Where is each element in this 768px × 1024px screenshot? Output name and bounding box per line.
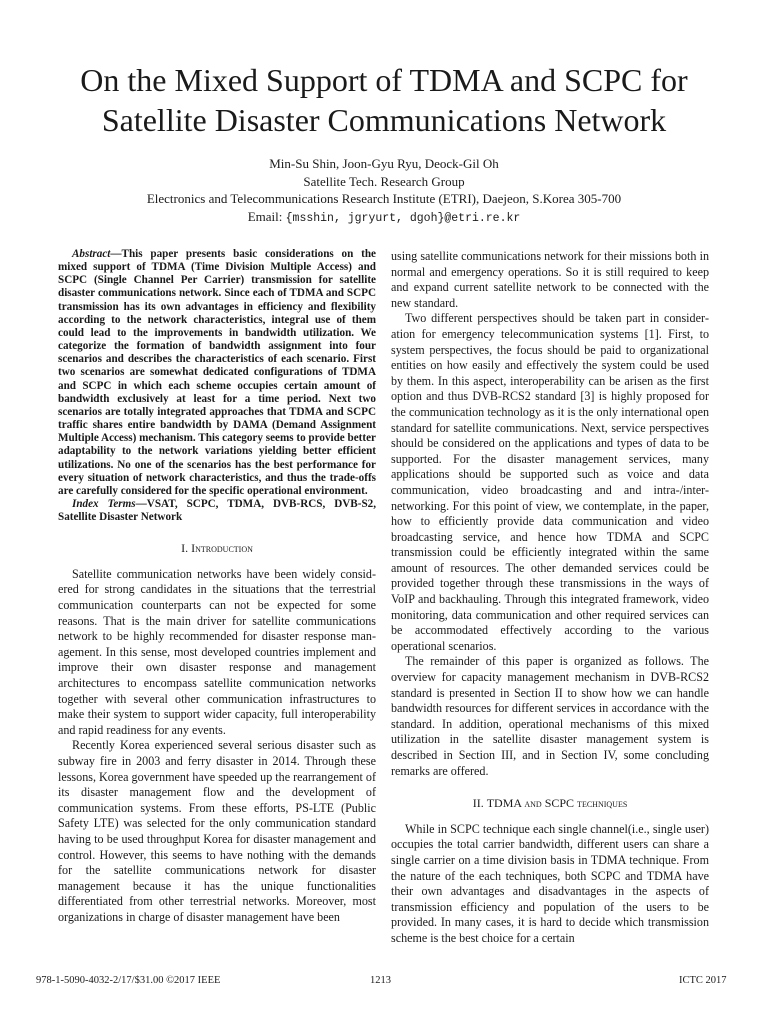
intro-paragraph-1: Satellite communication networks have been widely considered for strong candidates in the situations that the terrestrial communication counterparts can not be expected for some reasons. That is the main driver for satellite communications network to be highly recommended for disaster response management. In this sense, most developed countries implement and improve their own disaster response and management architectures to encompass satellite communication networks together with several other communication infrastructures to make their system to support wider capacity, full interoperability and rapid readiness for any events. — [58, 566, 376, 737]
section-1-heading — [58, 541, 376, 557]
footer-copyright: 978-1-5090-4032-2/17/$31.00 ©2017 IEEE — [36, 975, 221, 986]
footer-conference: ICTC 2017 — [679, 975, 727, 986]
section-2-number: II. — [472, 796, 487, 811]
section-2-paragraph-1: While in SCPC technique each single channel(i.e., single user) occupies the total carrier bandwidth, different users can share a single carrier on a time division basis in TDMA technique. From the nature of the each techniques, both SCPC and TDMA have their own advantages and disadvantages in the aspects of transmission efficiency and population of the users to be provided. In many cases, it is hard to decide which transmission scheme is the best choice for a certain — [391, 821, 709, 945]
author-email — [40, 208, 728, 228]
abstract-text: —This paper presents basic considerations on the mixed support of TDMA (Time Division Multiple Access) and SCPC (Single Channel Per Carrier) transmission for satellite disaster communications network. Since each of TDMA and SCPC transmission has its own advantages in efficiency and flexibility according to the network characteristics, integral use of them could lead to the improvements in bandwidth utilization. We categorize the formation of bandwidth assignment into four scenarios and describes the characteristics of each scenario. First two scenarios are somewhat dedicated configurations of TDMA and SCPC in which each scheme occupies certain amount of bandwidth exclusively at least for a time period. Next two scenarios are totally integrated approaches that TDMA and SCPC traffic shares entire bandwidth by DAMA (Demand Assignment Multiple Access) mechanism. This category seems to provide better adaptability to the network variations yielding better efficient utilizations. No one of the scenarios has the best performance for every situation of network characteristics, and thus the trade-offs are carefully considered for the specific operational environment. — [58, 248, 376, 497]
section-1-number: I. — [181, 541, 192, 556]
intro-paragraph-3: Two different perspectives should be taken part in consideration for emergency telecommunication systems [1]. First, to system perspectives, the focus should be paid to organizational entities on how easily and effectively the system could be used by them. In this aspect, interoperability can be arisen as the first option and thus DVB-RCS2 standard [3] is highly proposed for the communication technology as it is the only international open standard for satellite communications. Next, service perspectives should be considered on the applications and types of data to be supported. For the disaster management services, many applications should be supported such as voice and data communication, video broadcasting and and intra-/inter-networking. For this point of view, we contemplate, in the paper, how to efficiently provide data communication and video broadcasting service, and hence how TDMA and SCPC transmission could be efficiently integrated within the same amount of resources. The other demanded services could be provided together through these transmissions in the ways of VoIP and backhauling. Through this integrated framework, video monitoring, data communication and other required services can be accommodated effectively according to the various operational scenarios. — [391, 311, 709, 653]
author-block — [40, 155, 728, 227]
section-2-title: TDMA and SCPC techniques — [486, 796, 628, 811]
index-terms-text: —VSAT, SCPC, TDMA, DVB-RCS, DVB-S2, Satellite Disaster Network — [58, 497, 377, 524]
abstract-lead: Abstract — [72, 248, 111, 260]
intro-paragraph-4: The remainder of this paper is organized as follows. The overview for capacity management mechanism in DVB-RCS2 standard is presented in Section II to show how we can handle bandwidth resources for different services in accordance with the standard. In addition, operational mechanisms of this mixed utilization in the satellite disaster management system is described in Section III, and in Section IV, some concluding remarks are offered. — [391, 654, 709, 778]
abstract — [58, 248, 376, 498]
section-1-title: Introduction — [191, 541, 253, 556]
author-names: Min-Su Shin, Joon-Gyu Ryu, Deock-Gil Oh — [269, 156, 499, 171]
section-2-heading — [391, 796, 709, 812]
author-institute: Electronics and Telecommunications Research Institute (ETRI), Daejeon, S.Korea 305-700 — [146, 191, 622, 206]
email-address: {msshin, jgryurt, dgoh}@etri.re.kr — [285, 211, 521, 225]
footer-page-number: 1213 — [370, 975, 391, 986]
intro-paragraph-2: Recently Korea experienced several serious disaster such as subway fire in 2003 and ferry disaster in 2014. Through these lessons, Korea government have speeded up the rearrangement of its disaster management flow and the development of communication systems. From these efforts, PS-LTE (Public Safety LTE) was selected for the only communication standard having to be used throughput Korea for disaster management and control. However, this seems to have nothing with the demands for the satellite communications network for disaster management because it has the unique functionalities differentiated from other terrestrial networks. Moreover, most organizations in charge of disaster management have been — [58, 738, 377, 924]
author-group: Satellite Tech. Research Group — [303, 173, 465, 189]
paper-title-line-2: Satellite Disaster Communications Network — [101, 102, 667, 138]
email-label: Email: — [247, 208, 286, 224]
index-terms-lead: Index Terms — [72, 497, 136, 510]
right-column — [391, 249, 709, 947]
index-terms — [58, 498, 376, 524]
intro-paragraph-2-continued: using satellite communications network for their missions both in normal and emergency operations. So it is still required to keep and expand current satellite network to be connected with the new standard. — [391, 249, 709, 310]
paper-title — [40, 60, 728, 140]
left-column — [58, 248, 376, 926]
paper-title-line-1: On the Mixed Support of TDMA and SCPC for — [80, 62, 688, 98]
